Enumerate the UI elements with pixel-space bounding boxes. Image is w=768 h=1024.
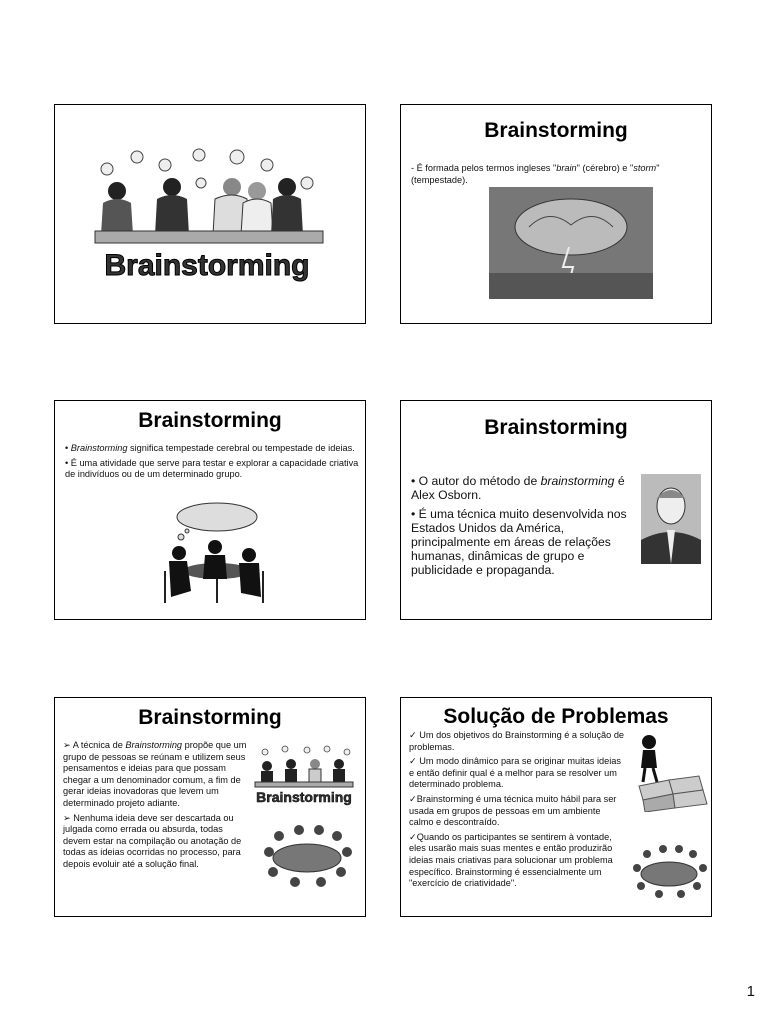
brainstorming-logo-text: Brainstorming: [256, 789, 352, 805]
round-table-illustration: [627, 844, 711, 902]
slide-text: - É formada pelos termos ingleses "brain" (cérebro) e "storm" (tempestade).: [411, 163, 660, 185]
slide-6: [400, 697, 712, 917]
slide-text: • O autor do método de brainstorming é Alex Osborn. • É uma técnica muito desenvolvida nos Estados Unidos da América, principalmente em áreas de relações humanas, dinâmicas de grupo e publicidade e propaganda.: [411, 474, 627, 577]
slide-5: [54, 697, 366, 917]
brainstorming-logo-text: Brainstorming: [104, 249, 310, 282]
slide-title: Brainstorming: [484, 119, 628, 142]
slide-3: [54, 400, 366, 620]
slide-title: Brainstorming: [484, 416, 628, 439]
slide-2: [400, 104, 712, 324]
slide-title: Solução de Problemas: [443, 705, 669, 728]
slide-text: • Brainstorming significa tempestade cerebral ou tempestade de ideias. • É uma atividade que serve para testar e explorar a capacidade criativa de indivíduos ou de um determinado grupo.: [65, 443, 359, 480]
brainstorming-meeting-illustration: [87, 143, 327, 283]
slide-text: ➢ A técnica de Brainstorming propõe que um grupo de pessoas se reúnam e utilizem seus pensamentos e ideias para que possam chegar a um denominador comum, a fim de gerar ideias inovadoras que levem um determinado projeto adiante. ➢ Nenhuma ideia deve ser descartada ou julgada como errada ou absurda, todas devem estar na compilação ou anotação de todas as ideias ocorridas no processo, para depois evoluir até a solução final.: [63, 740, 247, 869]
slide-4: [400, 400, 712, 620]
brain-storm-image: [489, 187, 653, 299]
slide-title: Brainstorming: [138, 409, 282, 432]
slide-text: ✓ Um dos objetivos do Brainstorming é a solução de problemas. ✓ Um modo dinâmico para se originar muitas ideias e então definir qual é a melhor para se resolver um determinado problema. ✓Brainstorming é uma técnica muito hábil para ser usada em grupos de pessoas em um ambiente calmo e descontraído. ✓Quando os participantes se sentirem à vontade, eles usarão mais suas mentes e então produzirão ideias mais criativas para solucionar um problema específico. Brainstorming é essencialmente um "exercício de criatividade".: [409, 730, 625, 889]
group-discussion-illustration: [157, 501, 269, 605]
round-table-illustration: [255, 824, 359, 892]
slide-1: [54, 104, 366, 324]
page-number: 1: [746, 983, 755, 1000]
alex-osborn-portrait: [641, 474, 701, 564]
slide-title: Brainstorming: [138, 706, 282, 729]
puzzle-thinker-illustration: [629, 732, 711, 812]
brainstorming-meeting-illustration: [251, 744, 357, 806]
